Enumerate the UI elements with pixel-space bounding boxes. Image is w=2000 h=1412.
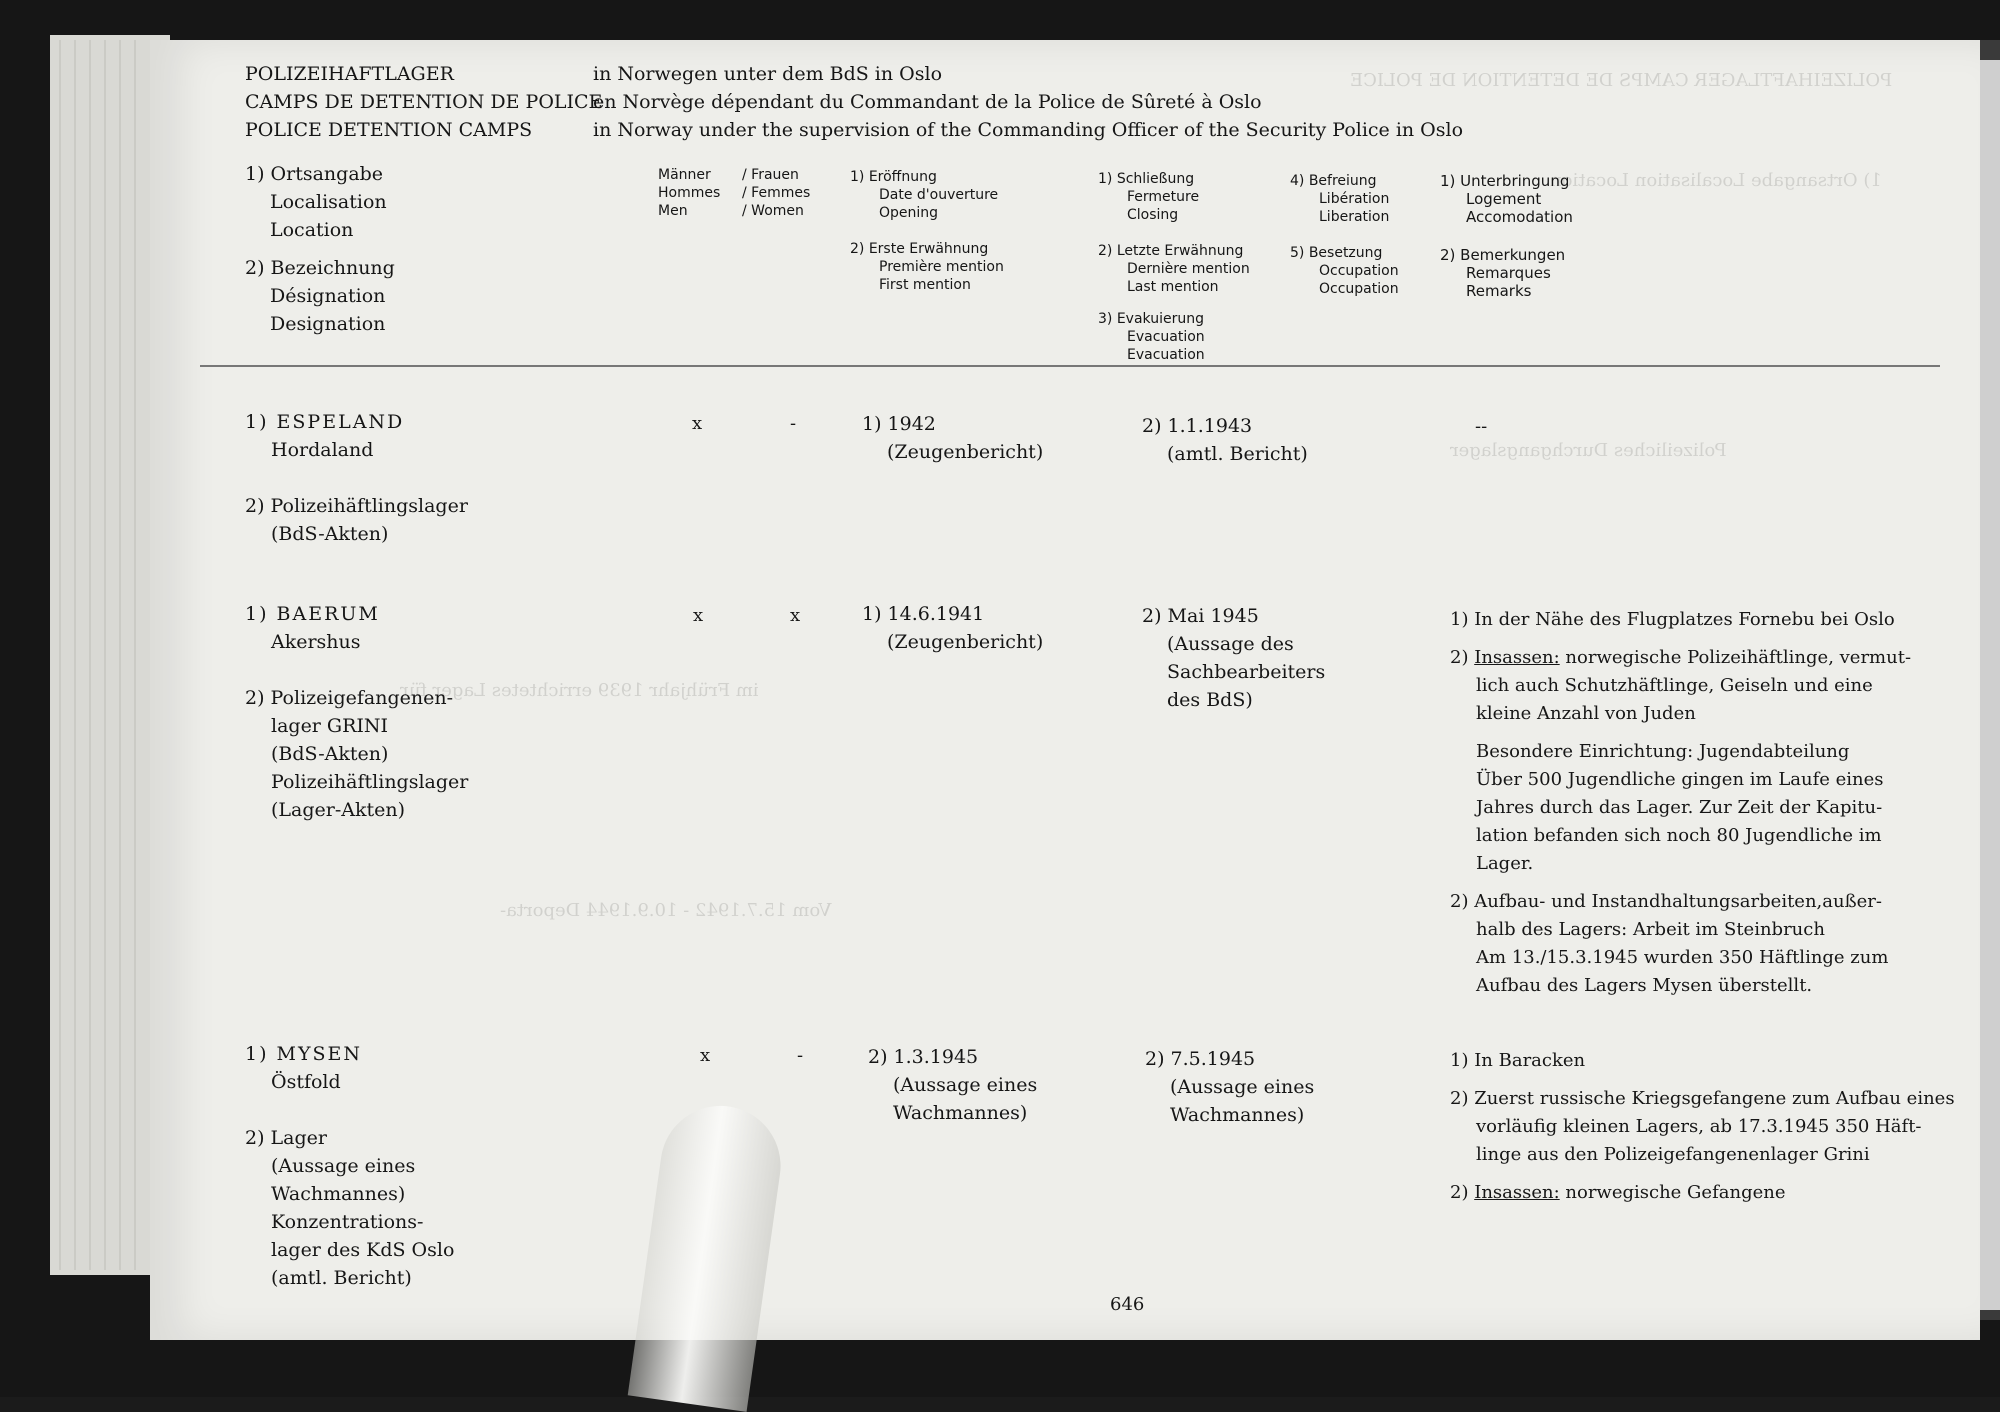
entry-espeland-opening — [862, 410, 1043, 466]
col-opening-de: 1) Eröffnung — [850, 169, 937, 185]
col-last-mention-de: 2) Letzte Erwähnung — [1098, 243, 1244, 259]
entry-espeland-women: - — [790, 413, 797, 434]
col-location-header — [245, 160, 387, 244]
col-designation-de: 2) Bezeichnung — [245, 257, 395, 279]
entry-mysen-men: x — [700, 1045, 711, 1066]
col-men-fr: Hommes — [658, 185, 721, 201]
entry-region: Hordaland — [271, 439, 374, 461]
entry-baerum-remarks — [1450, 606, 1911, 1000]
entry-closing-source: Sachbearbeiters — [1167, 661, 1326, 683]
col-accommodation-header — [1440, 172, 1573, 226]
col-accommodation-en: Accomodation — [1466, 208, 1573, 226]
remark-text: norwegische Gefangene — [1559, 1182, 1786, 1203]
col-closing-en: Closing — [1127, 207, 1179, 223]
col-liberation-header — [1290, 172, 1389, 226]
col-occupation-header — [1290, 244, 1399, 298]
entry-espeland-closing — [1142, 412, 1308, 468]
header-right-titles — [593, 60, 1463, 144]
header-subtitle-en: in Norway under the supervision of the Commanding Officer of the Security Police in Oslo — [593, 119, 1464, 141]
entry-closing-source: des BdS) — [1167, 689, 1253, 711]
col-accommodation-fr: Logement — [1466, 190, 1542, 208]
header-divider — [200, 365, 1940, 367]
col-evacuation-header — [1098, 310, 1205, 364]
col-occupation-en: Occupation — [1319, 281, 1399, 297]
col-first-mention-fr: Première mention — [879, 259, 1004, 275]
entry-designation-line: Konzentrations- — [271, 1211, 424, 1233]
col-evacuation-de: 3) Evakuierung — [1098, 311, 1204, 327]
entry-opening-source: (Zeugenbericht) — [887, 631, 1044, 653]
col-opening-fr: Date d'ouverture — [879, 187, 999, 203]
col-last-mention-en: Last mention — [1127, 279, 1219, 295]
header-title-de: POLIZEIHAFTLAGER — [245, 63, 454, 85]
remark-line: lich auch Schutzhäftlinge, Geiseln und eine — [1476, 675, 1873, 696]
entry-designation-line: (BdS-Akten) — [271, 743, 389, 765]
entry-place-name: 1) ESPELAND — [245, 411, 405, 433]
col-liberation-de: 4) Befreiung — [1290, 173, 1377, 189]
remark-line: kleine Anzahl von Juden — [1476, 703, 1696, 724]
col-location-en: Location — [270, 219, 354, 241]
header-subtitle-fr: en Norvège dépendant du Commandant de la Police de Sûreté à Oslo — [593, 91, 1262, 113]
remark-line: Besondere Einrichtung: Jugendabteilung — [1476, 741, 1850, 762]
col-remarks-en: Remarks — [1466, 282, 1532, 300]
entry-closing-source: (Aussage des — [1167, 633, 1294, 655]
col-men-header — [658, 166, 720, 220]
entry-baerum-place — [245, 600, 380, 656]
remark-line: 1) In der Nähe des Flugplatzes Fornebu bei Oslo — [1450, 609, 1895, 630]
entry-designation-line: lager des KdS Oslo — [271, 1239, 455, 1261]
col-closing-de: 1) Schließung — [1098, 171, 1195, 187]
col-remarks-header — [1440, 246, 1565, 300]
col-opening-en: Opening — [879, 205, 939, 221]
entry-baerum-men: x — [693, 605, 704, 626]
entry-place-name: 1) MYSEN — [245, 1043, 363, 1065]
header-title-fr: CAMPS DE DETENTION DE POLICE — [245, 91, 603, 113]
entry-espeland-men: x — [692, 413, 703, 434]
remark-label: Insassen: — [1474, 1182, 1560, 1203]
col-designation-header — [245, 254, 395, 338]
header-left-titles — [245, 60, 602, 144]
col-designation-fr: Désignation — [270, 285, 386, 307]
remark-line — [1450, 644, 1911, 672]
entry-espeland-designation — [245, 492, 468, 548]
col-designation-en: Designation — [270, 313, 386, 335]
entry-closing-source: (Aussage eines — [1170, 1076, 1315, 1098]
entry-place-name: 1) BAERUM — [245, 603, 380, 625]
col-last-mention-header — [1098, 242, 1250, 296]
entry-mysen-remarks — [1450, 1047, 1955, 1207]
entry-designation-line: (amtl. Bericht) — [271, 1267, 412, 1289]
entry-designation-line: lager GRINI — [271, 715, 389, 737]
entry-closing-date: 2) Mai 1945 — [1142, 605, 1259, 627]
entry-baerum-opening — [862, 600, 1043, 656]
col-closing-fr: Fermeture — [1127, 189, 1200, 205]
entry-baerum-designation — [245, 684, 468, 824]
col-liberation-fr: Libération — [1319, 191, 1390, 207]
entry-opening-date: 1) 14.6.1941 — [862, 603, 985, 625]
col-occupation-fr: Occupation — [1319, 263, 1399, 279]
remark-line: lation befanden sich noch 80 Jugendliche im — [1476, 825, 1882, 846]
remark-line: Jahres durch das Lager. Zur Zeit der Kapitu- — [1476, 797, 1883, 818]
col-opening-header — [850, 168, 998, 222]
remark-line: Über 500 Jugendliche gingen im Laufe eines — [1476, 769, 1884, 790]
entry-baerum-women: x — [790, 605, 801, 626]
entry-closing-source: (amtl. Bericht) — [1167, 443, 1308, 465]
remark-line: halb des Lagers: Arbeit im Steinbruch — [1476, 919, 1825, 940]
entry-designation-line: 2) Polizeigefangenen- — [245, 687, 454, 709]
entry-designation-line: Polizeihäftlingslager — [271, 771, 469, 793]
entry-espeland-place — [245, 408, 404, 464]
entry-mysen-opening — [868, 1043, 1037, 1127]
entry-designation-line: 2) Lager — [245, 1127, 327, 1149]
remark-line: Aufbau des Lagers Mysen überstellt. — [1476, 975, 1813, 996]
remark-number: 2) — [1450, 1182, 1475, 1203]
entry-mysen-closing — [1145, 1045, 1314, 1129]
entry-mysen-women: - — [797, 1045, 804, 1066]
col-accommodation-de: 1) Unterbringung — [1440, 172, 1570, 190]
entry-opening-date: 1) 1942 — [862, 413, 936, 435]
entry-opening-source: Wachmannes) — [893, 1102, 1028, 1124]
entry-closing-date: 2) 1.1.1943 — [1142, 415, 1253, 437]
entry-region: Akershus — [271, 631, 361, 653]
col-men-de: Männer — [658, 167, 711, 183]
col-remarks-de: 2) Bemerkungen — [1440, 246, 1566, 264]
remark-text: norwegische Polizeihäftlinge, vermut- — [1565, 647, 1912, 668]
col-women-header — [742, 166, 810, 220]
remark-number: 2) — [1450, 647, 1475, 668]
col-evacuation-fr: Evacuation — [1127, 329, 1205, 345]
entry-designation-line: (Aussage eines — [271, 1155, 416, 1177]
entry-espeland-liberation: -- — [1475, 416, 1488, 437]
col-women-en: / Women — [742, 203, 804, 219]
entry-opening-source: (Zeugenbericht) — [887, 441, 1044, 463]
entry-opening-source: (Aussage eines — [893, 1074, 1038, 1096]
col-occupation-de: 5) Besetzung — [1290, 245, 1383, 261]
entry-designation-line: 2) Polizeihäftlingslager — [245, 495, 468, 517]
entry-closing-source: Wachmannes) — [1170, 1104, 1305, 1126]
remark-line: Am 13./15.3.1945 wurden 350 Häftlinge zum — [1476, 947, 1889, 968]
col-remarks-fr: Remarques — [1466, 264, 1551, 282]
remark-line: linge aus den Polizeigefangenenlager Grini — [1476, 1144, 1870, 1165]
entry-baerum-closing — [1142, 602, 1325, 714]
remark-line: Lager. — [1476, 853, 1534, 874]
col-men-en: Men — [658, 203, 688, 219]
col-first-mention-en: First mention — [879, 277, 971, 293]
entry-region: Östfold — [271, 1071, 341, 1093]
header-title-en: POLICE DETENTION CAMPS — [245, 119, 533, 141]
entry-mysen-designation — [245, 1124, 454, 1292]
remark-line: vorläufig kleinen Lagers, ab 17.3.1945 350 Häft- — [1476, 1116, 1922, 1137]
col-evacuation-en: Evacuation — [1127, 347, 1205, 363]
col-location-fr: Localisation — [270, 191, 387, 213]
header-subtitle-de: in Norwegen unter dem BdS in Oslo — [593, 63, 943, 85]
entry-designation-line: Wachmannes) — [271, 1183, 406, 1205]
col-liberation-en: Liberation — [1319, 209, 1390, 225]
col-first-mention-header — [850, 240, 1004, 294]
entry-opening-date: 2) 1.3.1945 — [868, 1046, 979, 1068]
col-last-mention-fr: Dernière mention — [1127, 261, 1250, 277]
col-women-de: / Frauen — [742, 167, 799, 183]
col-closing-header — [1098, 170, 1199, 224]
page-number: 646 — [1110, 1294, 1145, 1315]
document-page: POLIZEIHAFTLAGER CAMPS DE DETENTION DE POLICE 1) Ortsangabe Localisation Location Polizeiliches Durchgangslager im Frühjahr 1939 errichtetes Lager für Vom 15.7.1942 - 10.9.1944 Deporta- — [150, 40, 1980, 1340]
entry-designation-line: (Lager-Akten) — [271, 799, 406, 821]
remark-line — [1450, 1179, 1955, 1207]
entry-mysen-place — [245, 1040, 362, 1096]
col-first-mention-de: 2) Erste Erwähnung — [850, 241, 989, 257]
entry-closing-date: 2) 7.5.1945 — [1145, 1048, 1256, 1070]
remark-label: Insassen: — [1474, 647, 1560, 668]
entry-designation-line: (BdS-Akten) — [271, 523, 389, 545]
col-location-de: 1) Ortsangabe — [245, 163, 384, 185]
remark-line: 2) Zuerst russische Kriegsgefangene zum Aufbau eines — [1450, 1088, 1955, 1109]
remark-line: 1) In Baracken — [1450, 1050, 1586, 1071]
remark-line: 2) Aufbau- und Instandhaltungsarbeiten,außer- — [1450, 891, 1882, 912]
col-women-fr: / Femmes — [742, 185, 811, 201]
